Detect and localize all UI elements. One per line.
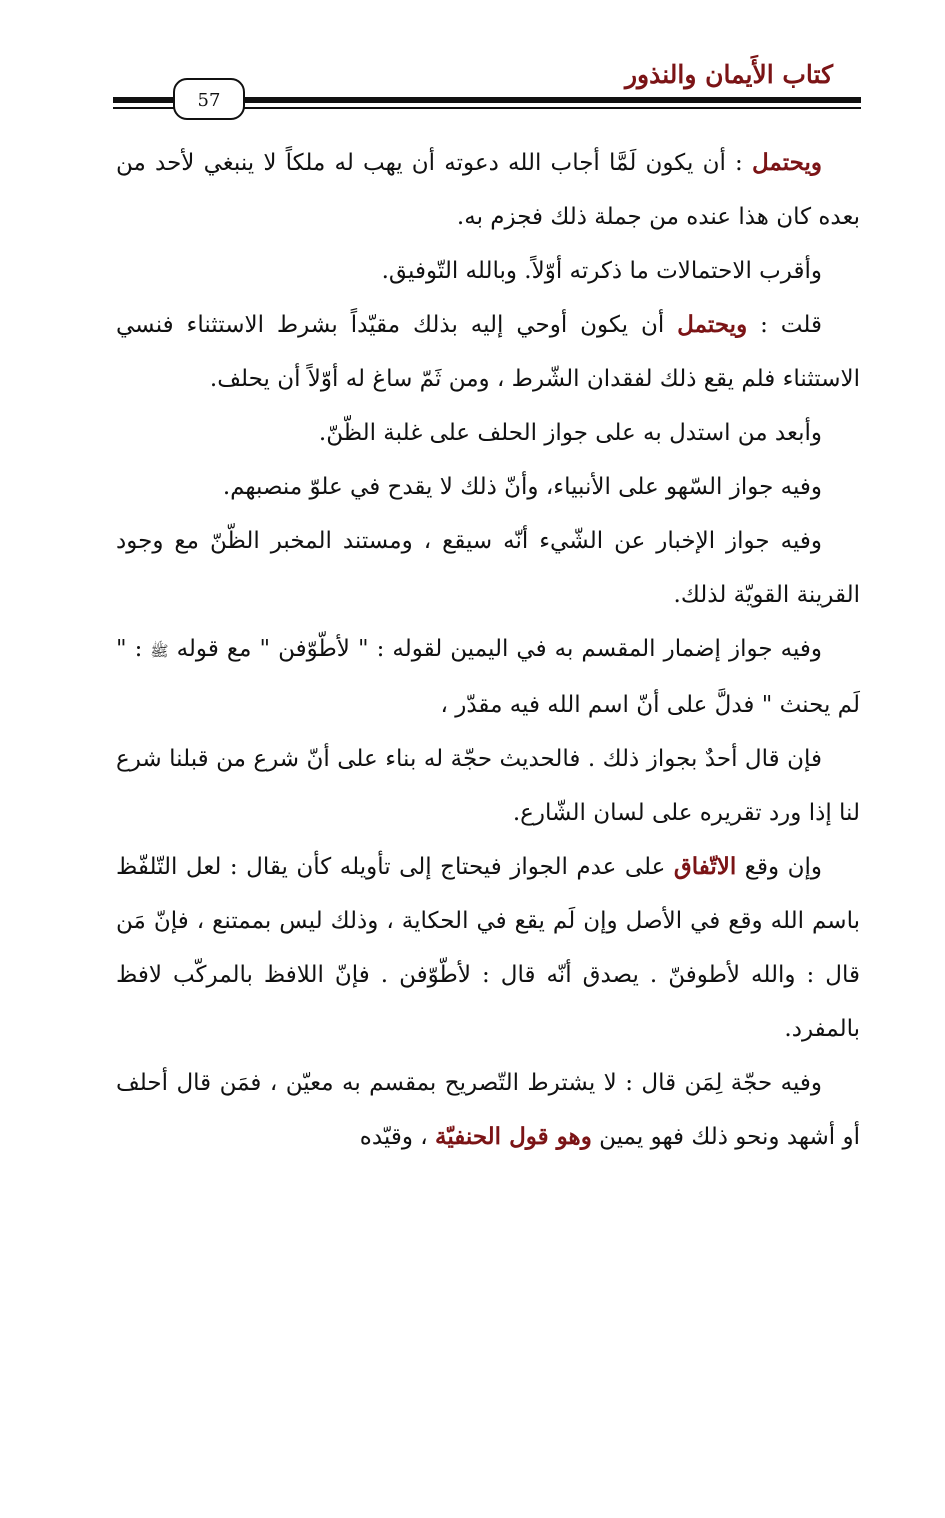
- text-run: وفيه جواز إضمار المقسم به في اليمين لقوله : " لأطّوّفن " مع قوله: [168, 636, 822, 662]
- text-run: أن يكون أوحي إليه بذلك مقيّداً بشرط الاستثناء فنسي الاستثناء فلم يقع ذلك لفقدان الشّرط ، ومن ثَمّ ساغ له أوّلاً أن يحلف.: [116, 312, 860, 392]
- text-run: ، وقيّده: [359, 1124, 435, 1150]
- paragraph-p1: [116, 136, 860, 244]
- paragraph-p8: [116, 732, 860, 840]
- paragraph-p4: [116, 406, 860, 460]
- highlighted-term: ويحتمل: [677, 311, 748, 338]
- highlighted-term: وهو قول الحنفيّة: [434, 1123, 592, 1150]
- highlighted-term: ويحتمل: [751, 149, 822, 176]
- page-body: [116, 136, 860, 1164]
- paragraph-p5: [116, 460, 860, 514]
- salla-honorific: ﷺ: [150, 642, 169, 660]
- text-run: وأقرب الاحتمالات ما ذكرته أوّلاً. وبالله التّوفيق.: [381, 258, 822, 284]
- text-run: وفيه حجّة لِمَن قال : لا يشترط التّصريح بمقسم به معيّن ، فمَن قال أحلف أو أشهد ونحو ذلك فهو يمين: [116, 1070, 860, 1150]
- text-run: وفيه جواز السّهو على الأنبياء، وأنّ ذلك لا يقدح في علوّ منصبهم.: [222, 474, 822, 500]
- paragraph-p10: [116, 1056, 860, 1164]
- text-run: وفيه جواز الإخبار عن الشّيء أنّه سيقع ، ومستند المخبر الظّنّ مع وجود القرينة القويّة لذلك.: [116, 528, 860, 608]
- book-title: كتاب الأَيمان والنذور: [624, 60, 833, 89]
- page-header: [113, 50, 861, 130]
- text-run: وإن وقع: [736, 854, 822, 880]
- paragraph-p6: [116, 514, 860, 622]
- highlighted-term: الاتّفاق: [673, 853, 737, 880]
- text-run: على عدم الجواز فيحتاج إلى تأويله كأن يقال : لعل التّلفّظ باسم الله وقع في الأصل وإن لَم يقع في الحكاية ، وذلك ليس بممتنع ، فإنّ مَن قال : والله لأطوفنّ . يصدق أنّه قال : لأطّوّفن . فإنّ اللافظ بالمركّب لافظ بالمفرد.: [116, 854, 860, 1042]
- paragraph-p3: [116, 298, 860, 406]
- page-number: 57: [173, 78, 245, 120]
- paragraph-p9: [116, 840, 860, 1056]
- text-run: : " لَم يحنث " فدلَّ على أنّ اسم الله فيه مقدّر ،: [116, 636, 860, 718]
- text-run: فإن قال أحدٌ بجواز ذلك . فالحديث حجّة له بناء على أنّ شرع من قبلنا شرع لنا إذا ورد تقريره على لسان الشّارع.: [116, 746, 860, 826]
- text-run: وأبعد من استدل به على جواز الحلف على غلبة الظّنّ.: [318, 420, 822, 446]
- paragraph-p7: [116, 622, 860, 732]
- paragraph-p2: [116, 244, 860, 298]
- text-run: : أن يكون لَمَّا أجاب الله دعوته أن يهب له ملكاً لا ينبغي لأحد من بعده كان هذا عنده من جملة ذلك فجزم به.: [116, 150, 860, 230]
- text-run: قلت :: [747, 312, 822, 338]
